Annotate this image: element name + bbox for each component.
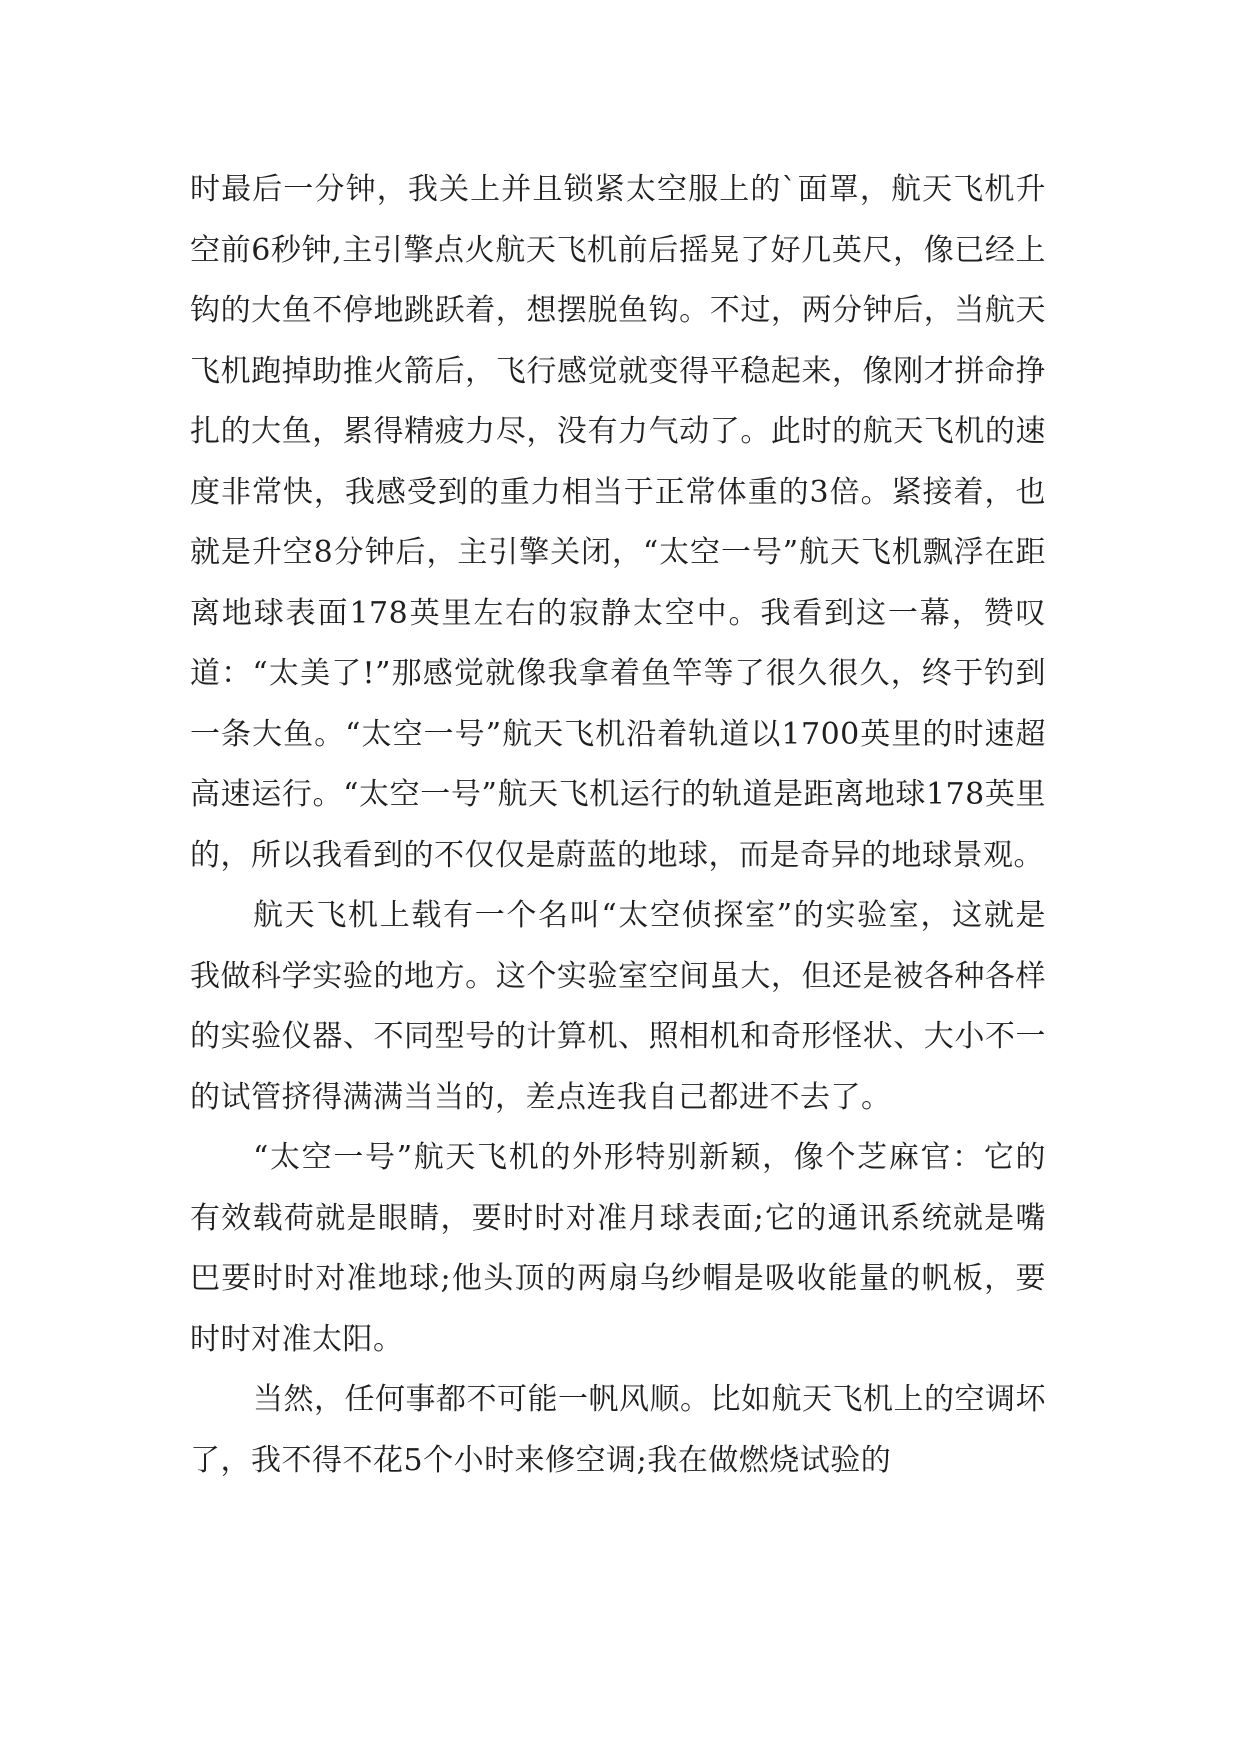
paragraph-3: “太空一号”航天飞机的外形特别新颖，像个芝麻官：它的有效载荷就是眼睛，要时时对准月球表面;它的通讯系统就是嘴巴要时时对准地球;他头顶的两扇乌纱帽是吸收能量的帆板，要时时对准太阳。 [190,1140,1046,1357]
body-text [190,160,1046,1491]
paragraph-2: 航天飞机上载有一个名叫“太空侦探室”的实验室，这就是我做科学实验的地方。这个实验室空间虽大，但还是被各种各样的实验仪器、不同型号的计算机、照相机和奇形怪状、大小不一的试管挤得满满当当的，差点连我自己都进不去了。 [190,898,1046,1115]
paragraph-1: 时最后一分钟，我关上并且锁紧太空服上的`面罩，航天飞机升空前6秒钟,主引擎点火航天飞机前后摇晃了好几英尺，像已经上钩的大鱼不停地跳跃着，想摆脱鱼钩。不过，两分钟后，当航天飞机跑掉助推火箭后，飞行感觉就变得平稳起来，像刚才拼命挣扎的大鱼，累得精疲力尽，没有力气动了。此时的航天飞机的速度非常快，我感受到的重力相当于正常体重的3倍。紧接着，也就是升空8分钟后，主引擎关闭，“太空一号”航天飞机飘浮在距离地球表面178英里左右的寂静太空中。我看到这一幕，赞叹道：“太美了!”那感觉就像我拿着鱼竿等了很久很久，终于钓到一条大鱼。“太空一号”航天飞机沿着轨道以1700英里的时速超高速运行。“太空一号”航天飞机运行的轨道是距离地球178英里的，所以我看到的不仅仅是蔚蓝的地球，而是奇异的地球景观。 [190,172,1046,873]
paragraph-4: 当然，任何事都不可能一帆风顺。比如航天飞机上的空调坏了，我不得不花5个小时来修空调;我在做燃烧试验的 [190,1382,1046,1478]
